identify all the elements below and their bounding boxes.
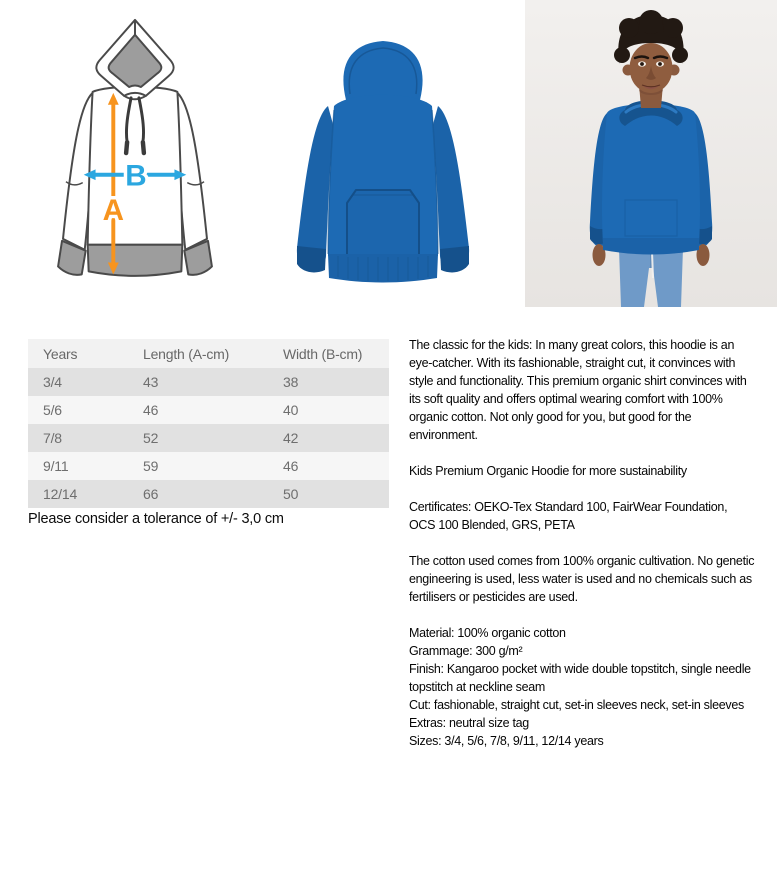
- label-a: A: [102, 194, 124, 228]
- table-cell-width: 46: [283, 458, 299, 474]
- model-photo-kid-wearing-hoodie: [525, 0, 777, 307]
- table-row: [28, 480, 389, 508]
- table-cell-years: 3/4: [43, 374, 62, 390]
- table-cell-length: 46: [143, 402, 159, 418]
- detail-material: Material: 100% organic cotton: [409, 626, 566, 640]
- table-row: [28, 424, 389, 452]
- description-paragraph: Kids Premium Organic Hoodie for more sustainability: [409, 464, 687, 478]
- detail-grammage: Grammage: 300 g/m²: [409, 644, 523, 658]
- detail-sizes: Sizes: 3/4, 5/6, 7/8, 9/11, 12/14 years: [409, 734, 604, 748]
- table-cell-years: 12/14: [43, 486, 78, 502]
- description-paragraph: Certificates: OEKO-Tex Standard 100, FairWear Foundation, OCS 100 Blended, GRS, PETA: [409, 500, 728, 532]
- description-paragraph: The cotton used comes from 100% organic cultivation. No genetic engineering is used, less water is used and no chemicals such as fertilisers or pesticides are used.: [409, 554, 755, 604]
- table-cell-years: 9/11: [43, 458, 69, 474]
- table-cell-years: 5/6: [43, 402, 62, 418]
- table-cell-length: 43: [143, 374, 159, 390]
- size-table-header-row: [28, 339, 389, 368]
- table-cell-width: 38: [283, 374, 299, 390]
- size-table: [28, 339, 389, 508]
- tolerance-note: Please consider a tolerance of +/- 3,0 cm: [28, 511, 284, 527]
- detail-finish: Finish: Kangaroo pocket with wide double topstitch, single needle topstitch at neckline seam: [409, 662, 751, 694]
- table-cell-width: 40: [283, 402, 299, 418]
- product-photo-blue-hoodie: [258, 18, 508, 294]
- column-header-width: Width (B-cm): [283, 339, 389, 368]
- table-cell-length: 66: [143, 486, 159, 502]
- hoodie-measurement-diagram: [35, 14, 235, 300]
- table-cell-length: 59: [143, 458, 159, 474]
- table-row: [28, 452, 389, 480]
- detail-extras: Extras: neutral size tag: [409, 716, 529, 730]
- column-header-length: Length (A-cm): [143, 339, 283, 368]
- product-details-list: [409, 624, 755, 750]
- table-cell-years: 7/8: [43, 430, 62, 446]
- blue-hoodie-flat: [297, 41, 469, 283]
- table-cell-width: 50: [283, 486, 299, 502]
- column-header-years: Years: [28, 339, 143, 368]
- table-row: [28, 368, 389, 396]
- table-row: [28, 396, 389, 424]
- table-cell-width: 42: [283, 430, 299, 446]
- table-cell-length: 52: [143, 430, 159, 446]
- detail-cut: Cut: fashionable, straight cut, set-in sleeves neck, set-in sleeves: [409, 698, 744, 712]
- hoodie-outline-drawing: [58, 20, 212, 276]
- description-paragraph: The classic for the kids: In many great colors, this hoodie is an eye-catcher. With its fashionable, straight cut, it convinces with style and functionality. This premium organic shirt convinces with its soft quality and offers optimal wearing comfort with 100% organic cotton. Not only good for you, but good for the environment.: [409, 338, 747, 442]
- product-description: [409, 336, 755, 750]
- label-b: B: [125, 159, 147, 193]
